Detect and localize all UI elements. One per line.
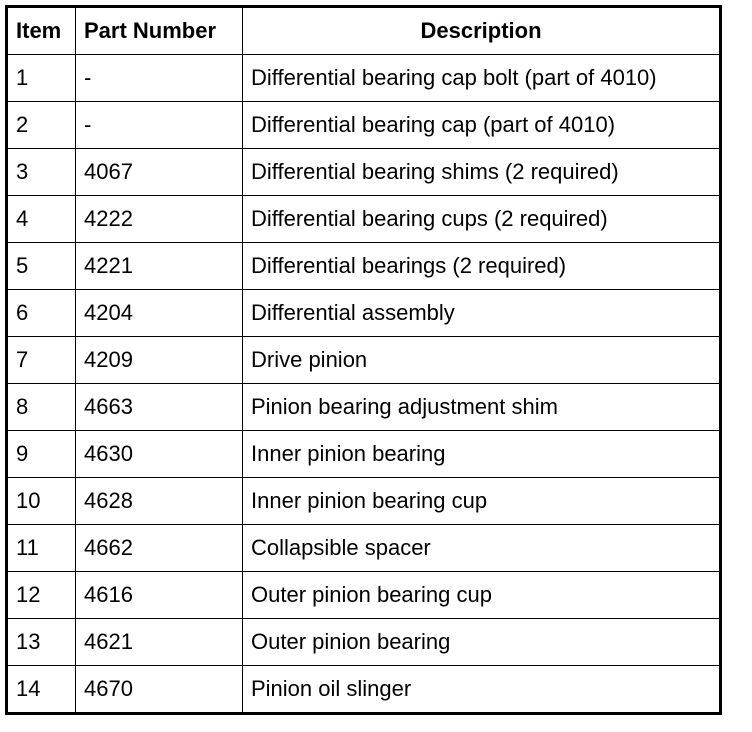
table-row (7, 478, 721, 525)
cell-description: Outer pinion bearing (243, 619, 721, 666)
cell-part-number: 4209 (76, 337, 243, 384)
table-row (7, 243, 721, 290)
cell-part-number: 4221 (76, 243, 243, 290)
cell-description: Pinion bearing adjustment shim (243, 384, 721, 431)
cell-item: 6 (7, 290, 76, 337)
cell-part-number: 4630 (76, 431, 243, 478)
cell-part-number: - (76, 102, 243, 149)
cell-description: Differential bearing cap (part of 4010) (243, 102, 721, 149)
cell-item: 8 (7, 384, 76, 431)
cell-item: 14 (7, 666, 76, 714)
table-row (7, 572, 721, 619)
table-body (7, 55, 721, 714)
cell-part-number: 4670 (76, 666, 243, 714)
cell-item: 12 (7, 572, 76, 619)
cell-item: 5 (7, 243, 76, 290)
cell-description: Differential assembly (243, 290, 721, 337)
cell-item: 7 (7, 337, 76, 384)
table-row (7, 619, 721, 666)
cell-item: 11 (7, 525, 76, 572)
cell-description: Differential bearing shims (2 required) (243, 149, 721, 196)
cell-item: 1 (7, 55, 76, 102)
table-row (7, 290, 721, 337)
table-header (7, 7, 721, 55)
cell-part-number: 4628 (76, 478, 243, 525)
header-item: Item (7, 7, 76, 55)
cell-description: Pinion oil slinger (243, 666, 721, 714)
cell-description: Inner pinion bearing (243, 431, 721, 478)
header-description: Description (243, 7, 721, 55)
cell-description: Differential bearings (2 required) (243, 243, 721, 290)
header-part-number: Part Number (76, 7, 243, 55)
cell-part-number: 4662 (76, 525, 243, 572)
cell-item: 4 (7, 196, 76, 243)
table-row (7, 102, 721, 149)
cell-part-number: - (76, 55, 243, 102)
table-row (7, 149, 721, 196)
cell-description: Differential bearing cap bolt (part of 4010) (243, 55, 721, 102)
parts-table (5, 5, 722, 715)
cell-part-number: 4663 (76, 384, 243, 431)
cell-part-number: 4621 (76, 619, 243, 666)
table-row (7, 337, 721, 384)
table-row (7, 431, 721, 478)
table-row (7, 666, 721, 714)
cell-description: Collapsible spacer (243, 525, 721, 572)
cell-description: Inner pinion bearing cup (243, 478, 721, 525)
cell-part-number: 4067 (76, 149, 243, 196)
cell-part-number: 4616 (76, 572, 243, 619)
cell-item: 2 (7, 102, 76, 149)
cell-description: Drive pinion (243, 337, 721, 384)
cell-part-number: 4222 (76, 196, 243, 243)
table-row (7, 55, 721, 102)
table-row (7, 196, 721, 243)
cell-item: 10 (7, 478, 76, 525)
cell-item: 9 (7, 431, 76, 478)
cell-description: Outer pinion bearing cup (243, 572, 721, 619)
table-row (7, 525, 721, 572)
cell-description: Differential bearing cups (2 required) (243, 196, 721, 243)
cell-part-number: 4204 (76, 290, 243, 337)
cell-item: 13 (7, 619, 76, 666)
table-row (7, 384, 721, 431)
header-row (7, 7, 721, 55)
cell-item: 3 (7, 149, 76, 196)
